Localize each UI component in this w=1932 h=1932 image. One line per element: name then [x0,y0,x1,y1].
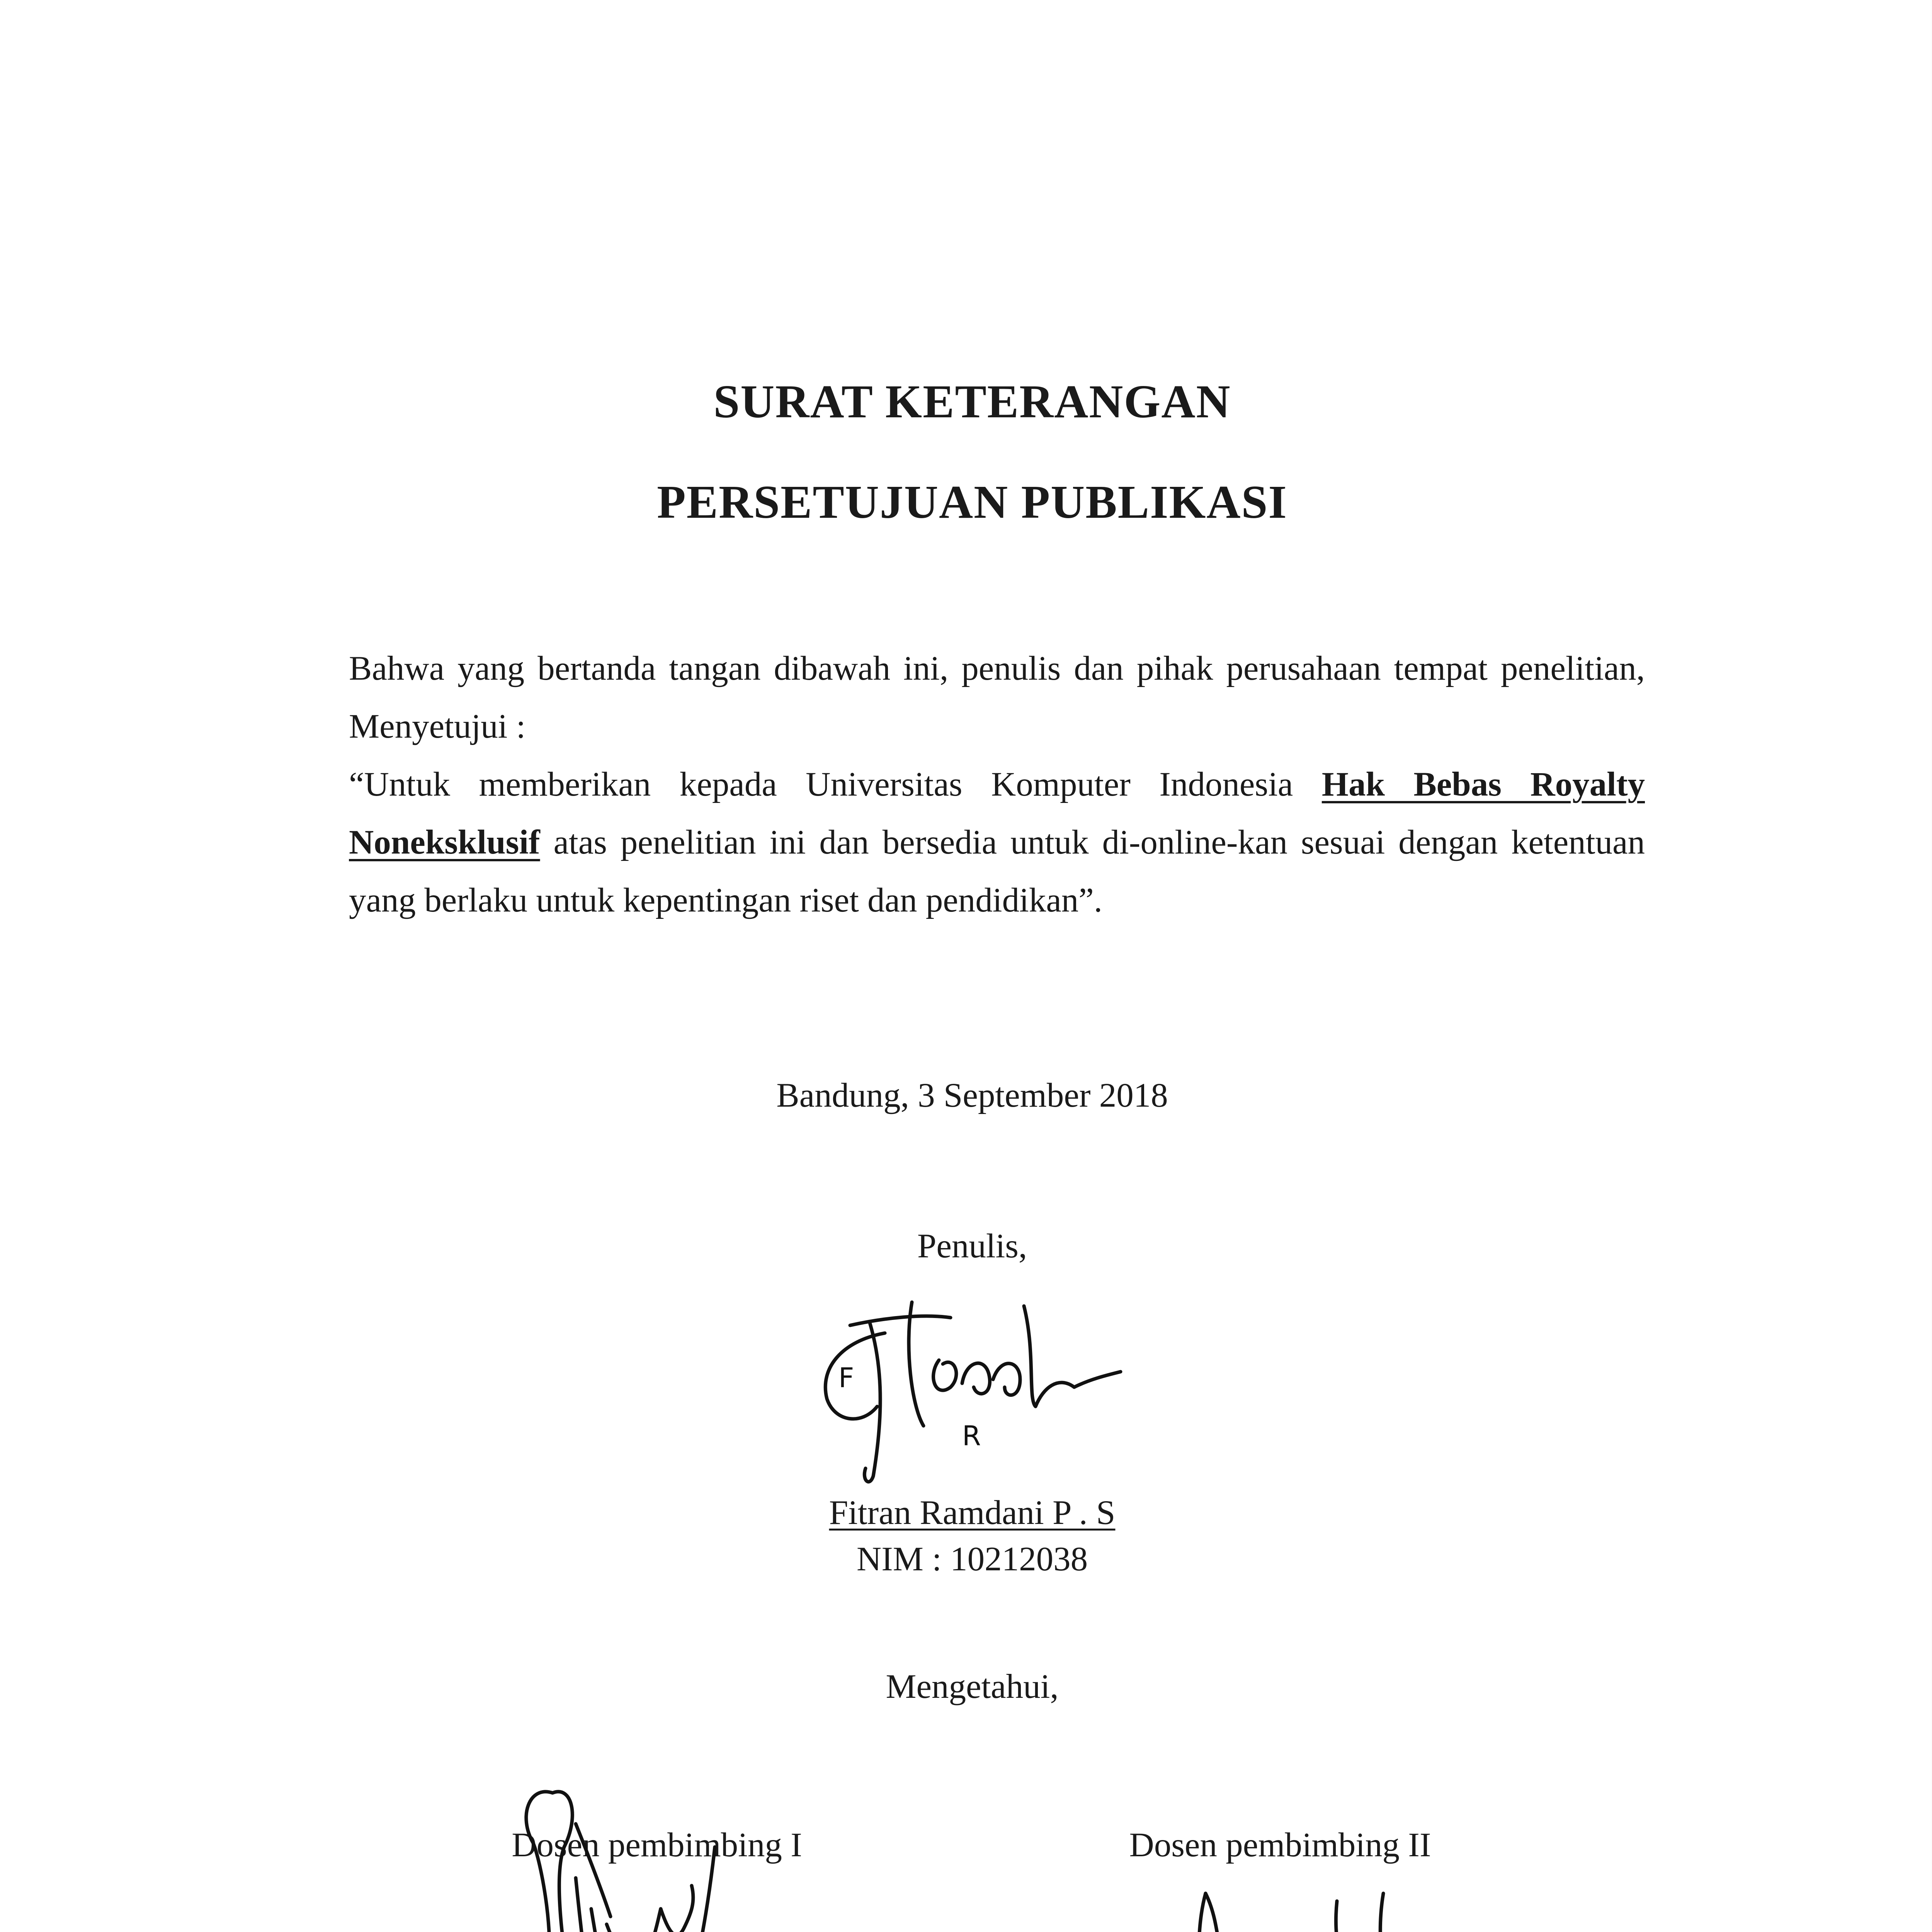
agreement-text-start: “Untuk memberikan kepada Universitas Komputer Indonesia [349,765,1322,803]
document-title-line1: SURAT KETERANGAN [713,376,1231,428]
author-name: Fitran Ramdani P . S [829,1494,1116,1532]
author-signature-letter-f: F [838,1362,854,1394]
supervisor1-role: Dosen pembimbing I [512,1826,802,1864]
supervisor2-signature [1105,1878,1530,1932]
author-nim: NIM : 10212038 [856,1540,1088,1578]
acknowledged-label: Mengetahui, [886,1668,1059,1706]
place-date-line: Bandung, 3 September 2018 [776,1077,1168,1114]
supervisor2-role: Dosen pembimbing II [1129,1826,1431,1864]
author-label: Penulis, [917,1227,1027,1265]
author-signature [796,1260,1128,1492]
document-title-line2: PERSETUJUAN PUBLIKASI [657,476,1287,528]
royalty-rights-highlight: Hak Bebas Royalty Noneksklusif [349,765,1645,861]
agreement-paragraph [349,755,1645,929]
author-signature-letter-r: R [962,1420,981,1452]
supervisor1-signature [475,1762,746,1932]
statement-paragraph: Bahwa yang bertanda tangan dibawah ini, penulis dan pihak perusahaan tempat penelitian, Menyetujui : [349,650,1645,745]
scan-page-edge [1930,0,1932,1932]
agreement-text-end: atas penelitian ini dan bersedia untuk di-online-kan sesuai dengan ketentuan yang berlaku untuk kepentingan riset dan pendidikan”. [349,823,1645,919]
